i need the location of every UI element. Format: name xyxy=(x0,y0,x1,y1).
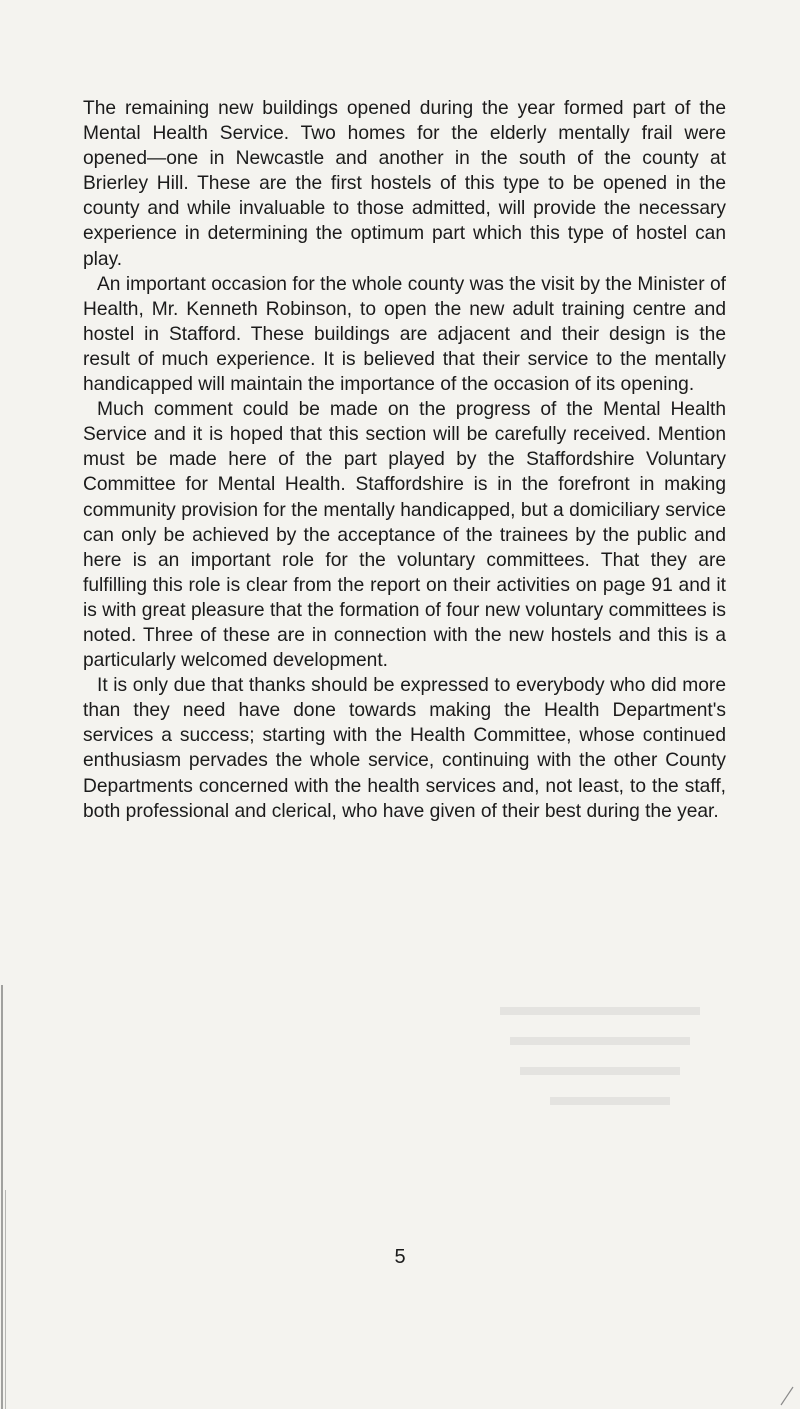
bleed-through-lines xyxy=(480,995,710,1115)
page-corner-mark xyxy=(778,1385,796,1407)
page-number: 5 xyxy=(394,1246,406,1268)
body-text xyxy=(83,96,726,824)
binding-edge-line xyxy=(1,985,3,1409)
paragraph-2: An important occasion for the whole county was the visit by the Minister of Health, Mr. Kenneth Robinson, to open the new adult training centre and hostel in Stafford. These buildings are adjacent and their design is the result of much experience. It is believed that their service to the mentally handicapped will maintain the importance of the occasion of its opening. xyxy=(83,273,726,396)
binding-edge-line-secondary xyxy=(5,1190,6,1409)
paragraph-3: Much comment could be made on the progress of the Mental Health Service and it is hoped that this section will be carefully received. Mention must be made here of the part played by the Staffordshire Voluntary Committee for Mental Health. Staffordshire is in the forefront in making community provision for the mentally handicapped, but a domiciliary service can only be achieved by the acceptance of the trainees by the public and here is an important role for the voluntary committees. That they are fulfilling this role is clear from the report on their activities on page 91 and it is with great pleasure that the formation of four new voluntary committees is noted. Three of these are in connection with the new hostels and this is a particularly welcomed development. xyxy=(83,399,726,672)
paragraph-4: It is only due that thanks should be expressed to everybody who did more than they need have done towards making the Health Department's services a success; starting with the Health Committee, whose continued enthusiasm pervades the whole service, continuing with the other County Departments concerned with the health services and, not least, to the staff, both professional and clerical, who have given of their best during the year. xyxy=(83,675,726,822)
paragraph-1: The remaining new buildings opened during the year formed part of the Mental Health Service. Two homes for the elderly mentally frail were opened—one in Newcastle and another in the south of the county at Brierley Hill. These are the first hostels of this type to be opened in the county and while invaluable to those admitted, will provide the necessary experience in determining the optimum part which this type of hostel can play. xyxy=(83,98,726,270)
bleed-through-texture xyxy=(480,995,710,1115)
